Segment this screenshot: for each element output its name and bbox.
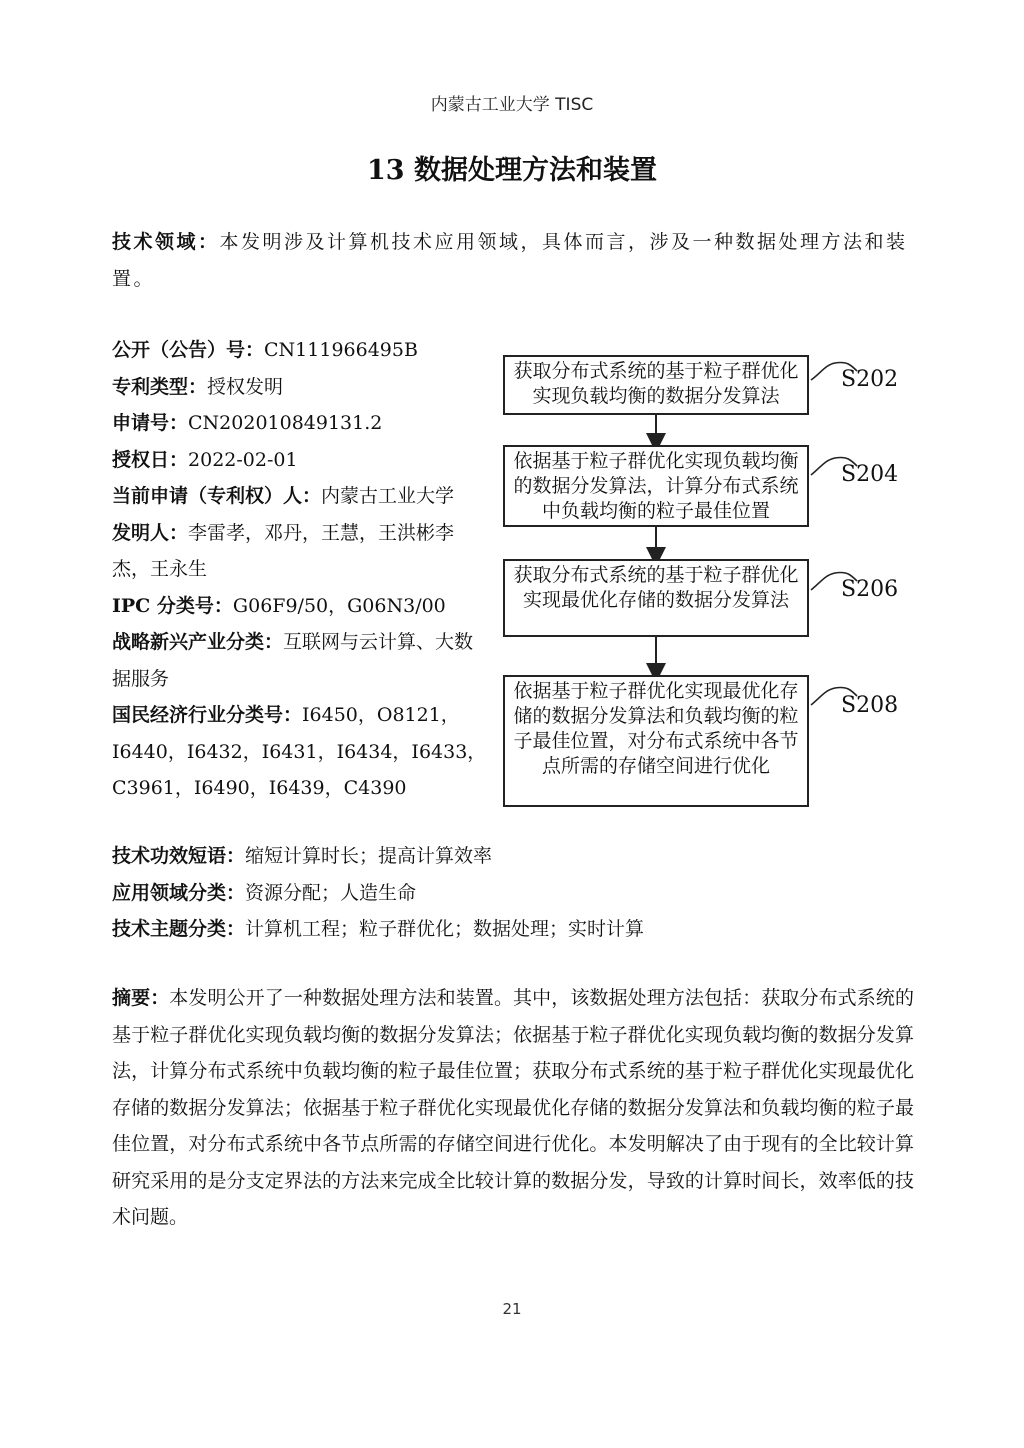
page-header: 内蒙古工业大学 TISC bbox=[430, 95, 594, 115]
lower-label: 应用领域分类： bbox=[112, 881, 246, 904]
lower-value: 资源分配；人造生命 bbox=[245, 881, 417, 904]
patent-metadata bbox=[112, 332, 492, 807]
flow-step-id: S206 bbox=[841, 577, 899, 602]
flow-step-box bbox=[503, 355, 809, 415]
meta-row-grant-date bbox=[112, 442, 492, 479]
meta-value: 授权发明 bbox=[207, 375, 284, 398]
meta-value: G06F9/50，G06N3/00 bbox=[232, 594, 446, 617]
meta-label: 公开（公告）号： bbox=[112, 339, 265, 361]
meta-value: 互联网与云计算、大数据服务 bbox=[112, 631, 474, 690]
page-title: 13 数据处理方法和装置 bbox=[367, 155, 657, 186]
flowchart bbox=[495, 345, 915, 815]
classification-block bbox=[112, 838, 912, 948]
meta-value: 2022-02-01 bbox=[188, 448, 298, 471]
abstract-text: 本发明公开了一种数据处理方法和装置。其中，该数据处理方法包括：获取分布式系统的基于粒子群优化实现负载均衡的数据分发算法；依据基于粒子群优化实现负载均衡的数据分发算法，计算分布式系统中负载均衡的粒子最佳位置；获取分布式系统的基于粒子群优化实现最优化存储的数据分发算法；依据基于粒子群优化实现最优化存储的数据分发算法和负载均衡的粒子最佳位置，对分布式系统中各节点所需的存储空间进行优化。本发明解决了由于现有的全比较计算研究采用的是分支定界法的方法来完成全比较计算的数据分发，导致的计算时间长，效率低的技术问题。 bbox=[112, 987, 914, 1228]
meta-value: I6450，O8121，I6440，I6432，I6431，I6434，I6433，C3961，I6490，I6439，C4390 bbox=[112, 704, 487, 799]
meta-row-publication bbox=[112, 332, 492, 369]
flow-step-box bbox=[503, 559, 809, 637]
abstract-paragraph bbox=[112, 980, 914, 1236]
meta-label: 当前申请（专利权）人： bbox=[112, 485, 322, 507]
effect-phrase-row bbox=[112, 838, 912, 875]
flow-step-text: 依据基于粒子群优化实现最优化存储的数据分发算法和负载均衡的粒子最佳位置，对分布式系统中各节点所需的存储空间进行优化 bbox=[513, 680, 799, 777]
lower-label: 技术功效短语： bbox=[112, 845, 246, 867]
meta-row-strategic-industry bbox=[112, 624, 492, 697]
meta-value: 内蒙古工业大学 bbox=[321, 485, 455, 507]
meta-label: 申请号： bbox=[112, 412, 189, 434]
meta-value: CN202010849131.2 bbox=[188, 412, 383, 434]
meta-row-ipc bbox=[112, 588, 492, 625]
tech-field-paragraph bbox=[112, 224, 912, 298]
meta-label: 专利类型： bbox=[112, 375, 208, 398]
tech-field-label: 技术领域： bbox=[112, 231, 220, 253]
meta-label: 国民经济行业分类号： bbox=[112, 704, 303, 726]
lower-value: 缩短计算时长；提高计算效率 bbox=[245, 845, 493, 867]
meta-row-industry-code bbox=[112, 697, 492, 807]
lower-label: 技术主题分类： bbox=[112, 918, 246, 940]
flow-step-id: S204 bbox=[841, 462, 899, 487]
flow-step-box bbox=[503, 445, 809, 527]
meta-label: 发明人： bbox=[112, 521, 189, 544]
page-number: 21 bbox=[502, 1300, 522, 1318]
meta-row-application-number bbox=[112, 405, 492, 442]
tech-field-text: 本发明涉及计算机技术应用领域，具体而言，涉及一种数据处理方法和装置。 bbox=[112, 231, 908, 290]
application-field-row bbox=[112, 875, 912, 912]
meta-label: IPC 分类号： bbox=[112, 594, 233, 617]
meta-row-inventors bbox=[112, 515, 492, 588]
flow-step-text: 获取分布式系统的基于粒子群优化实现最优化存储的数据分发算法 bbox=[513, 564, 799, 611]
meta-row-type bbox=[112, 369, 492, 406]
meta-value: CN111966495B bbox=[264, 339, 418, 361]
meta-label: 授权日： bbox=[112, 448, 189, 471]
meta-label: 战略新兴产业分类： bbox=[112, 631, 284, 653]
flow-step-text: 获取分布式系统的基于粒子群优化实现负载均衡的数据分发算法 bbox=[513, 360, 799, 407]
meta-row-assignee bbox=[112, 478, 492, 515]
flow-step-id: S202 bbox=[841, 367, 899, 392]
abstract-label: 摘要： bbox=[112, 987, 170, 1009]
flow-step-id: S208 bbox=[841, 693, 899, 718]
flow-step-text: 依据基于粒子群优化实现负载均衡的数据分发算法，计算分布式系统中负载均衡的粒子最佳位置 bbox=[513, 450, 799, 522]
flow-step-box bbox=[503, 675, 809, 807]
lower-value: 计算机工程；粒子群优化；数据处理；实时计算 bbox=[245, 918, 645, 940]
meta-value: 李雷孝，邓丹，王慧，王洪彬李杰，王永生 bbox=[112, 521, 455, 580]
tech-topic-row bbox=[112, 911, 912, 948]
